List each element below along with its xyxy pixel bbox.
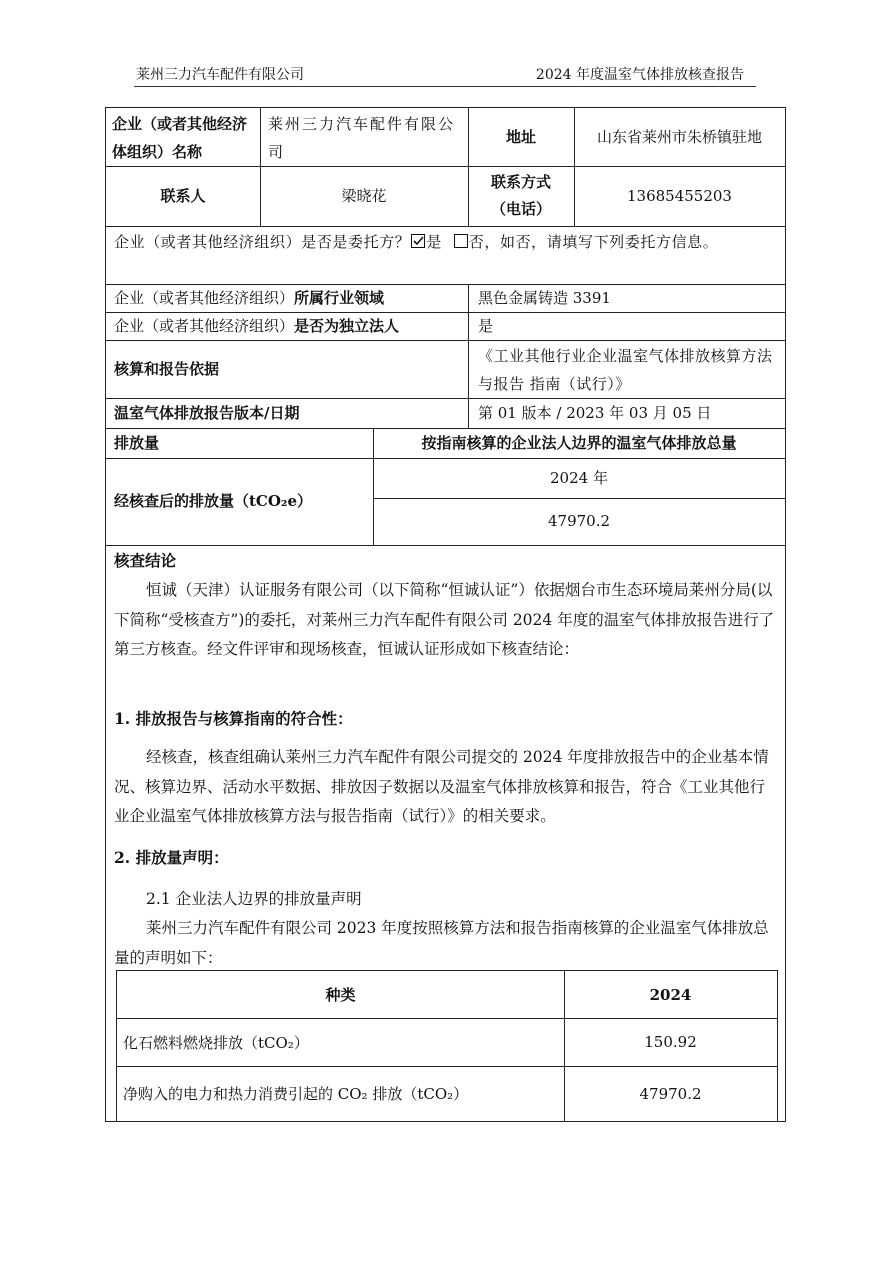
verified-emission-label: 经核查后的排放量（tCO₂e） bbox=[114, 492, 313, 510]
table-row-kind: 化石燃料燃烧排放（tCO₂） bbox=[123, 1033, 309, 1052]
contact-label: 联系人 bbox=[160, 186, 206, 205]
emission-label: 排放量 bbox=[114, 433, 160, 452]
basis-label: 核算和报告依据 bbox=[114, 359, 220, 378]
header-company: 莱州三力汽车配件有限公司 bbox=[136, 67, 304, 83]
conclusion-title: 核查结论 bbox=[114, 551, 177, 570]
address-value: 山东省莱州市朱桥镇驻地 bbox=[596, 127, 762, 146]
conformity-heading: 1. 排放报告与核算指南的符合性： bbox=[114, 709, 353, 728]
table-row-value: 47970.2 bbox=[639, 1084, 702, 1103]
contact-value: 梁晓花 bbox=[341, 186, 387, 205]
table-row-value: 150.92 bbox=[644, 1033, 697, 1051]
statement-subheading: 2.1 企业法人边界的排放量声明 bbox=[146, 890, 362, 908]
legal-person-label: 企业（或者其他经济组织） 是否为独立法人 bbox=[114, 316, 400, 335]
basis-value: 《工业其他行业企业温室气体排放核算方法与报告 指南（试行）》 bbox=[478, 347, 773, 393]
col-kind-header: 种类 bbox=[325, 986, 356, 1004]
conclusion-paragraph-1: 恒诚（天津）认证服务有限公司（以下简称“恒诚认证”）依据烟台市生态环境局莱州分局(以下简称“受核查方”)的委托，对莱州三力汽车配件有限公司 2024 年度的温室气体排放报告进行了第三方核查。经文件评审和现场核查，恒诚认证形成如下核查结论： bbox=[114, 581, 775, 658]
phone-value: 13685455203 bbox=[627, 186, 732, 205]
verified-year: 2024 年 bbox=[550, 468, 608, 487]
verified-total: 47970.2 bbox=[547, 512, 611, 530]
col-year-header: 2024 bbox=[649, 985, 692, 1004]
header-report-title: 2024 年度温室气体排放核查报告 bbox=[535, 67, 744, 83]
entrust-yes: 是 bbox=[426, 233, 443, 251]
emission-statement-heading: 2. 排放量声明： bbox=[114, 848, 229, 867]
org-name-value: 莱州三力汽车配件有限公司 bbox=[268, 115, 456, 161]
emission-header: 按指南核算的企业法人边界的温室气体排放总量 bbox=[421, 433, 737, 452]
conclusion-paragraph-3: 莱州三力汽车配件有限公司 2023 年度按照核算方法和报告指南核算的企业温室气体排放总量的声明如下： bbox=[114, 919, 769, 967]
version-value: 第 01 版本 / 2023 年 03 月 05 日 bbox=[478, 403, 712, 422]
address-label: 地址 bbox=[505, 127, 536, 146]
conclusion-paragraph-2: 经核查，核查组确认莱州三力汽车配件有限公司提交的 2024 年度排放报告中的企业基本情况、核算边界、活动水平数据、排放因子数据以及温室气体排放核算和报告，符合《工业其他行业企业温室气体排放核算方法与报告指南（试行）》的相关要求。 bbox=[114, 748, 769, 825]
industry-label: 企业（或者其他经济组织） 所属行业领域 bbox=[114, 288, 385, 307]
org-name-label: 企业（或者其他经济体组织）名称 bbox=[112, 115, 248, 161]
page-header bbox=[134, 62, 756, 87]
industry-value: 黑色金属铸造 3391 bbox=[478, 288, 611, 307]
entrust-question: 企业（或者其他经济组织）是否是委托方？ bbox=[114, 233, 411, 251]
entrust-row bbox=[114, 228, 778, 284]
entrust-no: 否，如否，请填写下列委托方信息。 bbox=[468, 233, 719, 251]
phone-label: 联系方式（电话） bbox=[490, 173, 551, 218]
version-label: 温室气体排放报告版本/日期 bbox=[114, 403, 300, 422]
legal-person-value: 是 bbox=[478, 316, 494, 335]
table-row-kind: 净购入的电力和热力消费引起的 CO₂ 排放（tCO₂） bbox=[123, 1085, 469, 1103]
checked-box-icon[interactable] bbox=[411, 234, 425, 248]
emissions-table bbox=[116, 970, 778, 1122]
unchecked-box-icon[interactable] bbox=[454, 234, 468, 248]
